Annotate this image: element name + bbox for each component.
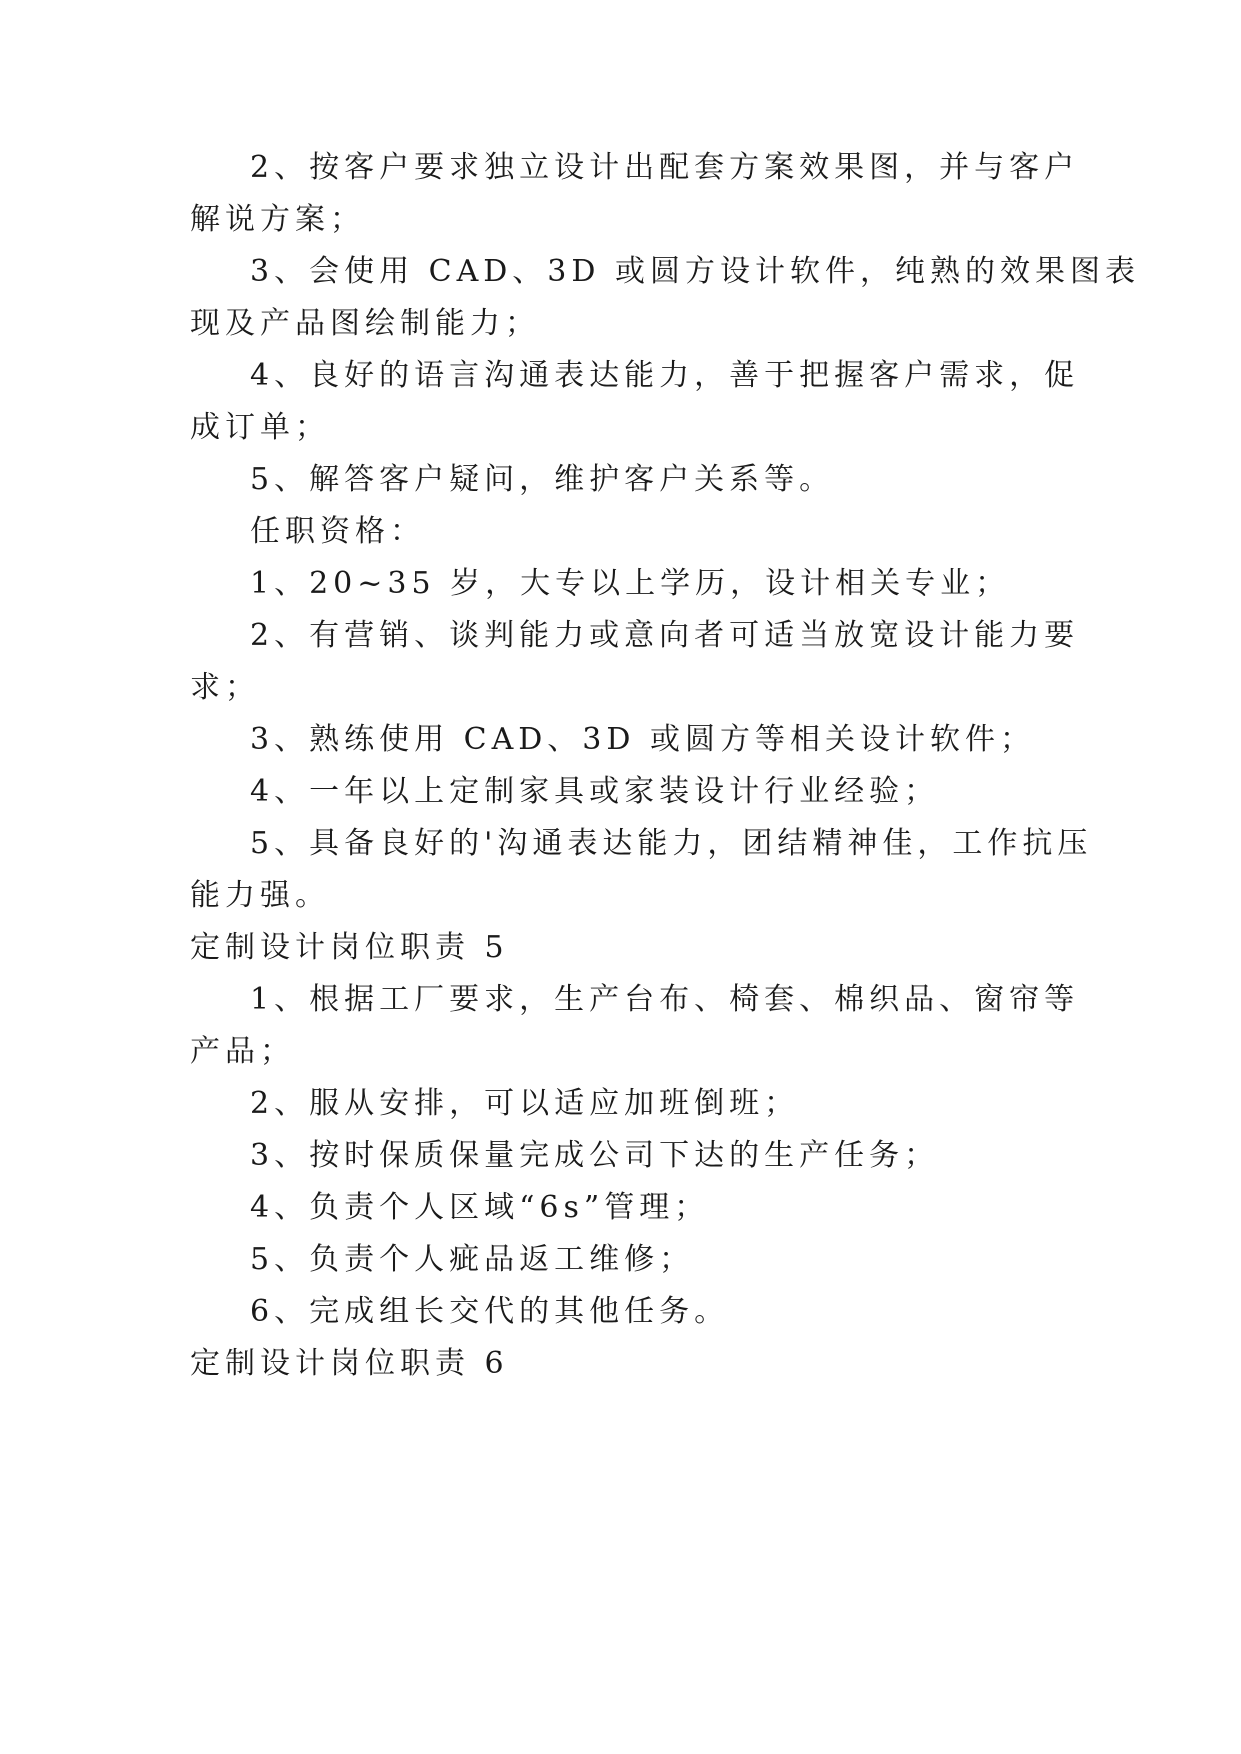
duty-item-3-line-2: 现及产品图绘制能力； xyxy=(190,306,540,341)
qualification-item-5-line-2: 能力强。 xyxy=(190,878,330,913)
duty-item-4-line-1: 4、良好的语言沟通表达能力，善于把握客户需求，促 xyxy=(250,358,1080,393)
qualifications-heading: 任职资格： xyxy=(250,514,425,549)
duty-item-2-line-1: 2、按客户要求独立设计出配套方案效果图，并与客户 xyxy=(250,150,1080,185)
section-heading-5: 定制设计岗位职责 5 xyxy=(190,930,509,965)
duty-item-4-line-2: 成订单； xyxy=(190,410,330,445)
duty-item-3-line-1: 3、会使用 CAD、3D 或圆方设计软件，纯熟的效果图表 xyxy=(250,254,1140,289)
section5-item-6: 6、完成组长交代的其他任务。 xyxy=(250,1294,730,1329)
duty-item-2-line-2: 解说方案； xyxy=(190,202,365,237)
section5-item-2: 2、服从安排，可以适应加班倒班； xyxy=(250,1086,800,1121)
qualification-item-3: 3、熟练使用 CAD、3D 或圆方等相关设计软件； xyxy=(250,722,1035,757)
section5-item-1-line-2: 产品； xyxy=(190,1034,295,1069)
section5-item-5: 5、负责个人疵品返工维修； xyxy=(250,1242,695,1277)
section-heading-6: 定制设计岗位职责 6 xyxy=(190,1346,509,1381)
qualification-item-1: 1、20~35 岁，大专以上学历，设计相关专业； xyxy=(250,566,1011,601)
section5-item-4: 4、负责个人区域“6s”管理； xyxy=(250,1190,710,1225)
qualification-item-4: 4、一年以上定制家具或家装设计行业经验； xyxy=(250,774,940,809)
duty-item-5: 5、解答客户疑问，维护客户关系等。 xyxy=(250,462,835,497)
section5-item-3: 3、按时保质保量完成公司下达的生产任务； xyxy=(250,1138,940,1173)
section5-item-1-line-1: 1、根据工厂要求，生产台布、椅套、棉织品、窗帘等 xyxy=(250,982,1080,1017)
qualification-item-5-line-1: 5、具备良好的'沟通表达能力，团结精神佳，工作抗压 xyxy=(250,826,1093,861)
qualification-item-2-line-1: 2、有营销、谈判能力或意向者可适当放宽设计能力要 xyxy=(250,618,1080,653)
qualification-item-2-line-2: 求； xyxy=(190,670,260,705)
